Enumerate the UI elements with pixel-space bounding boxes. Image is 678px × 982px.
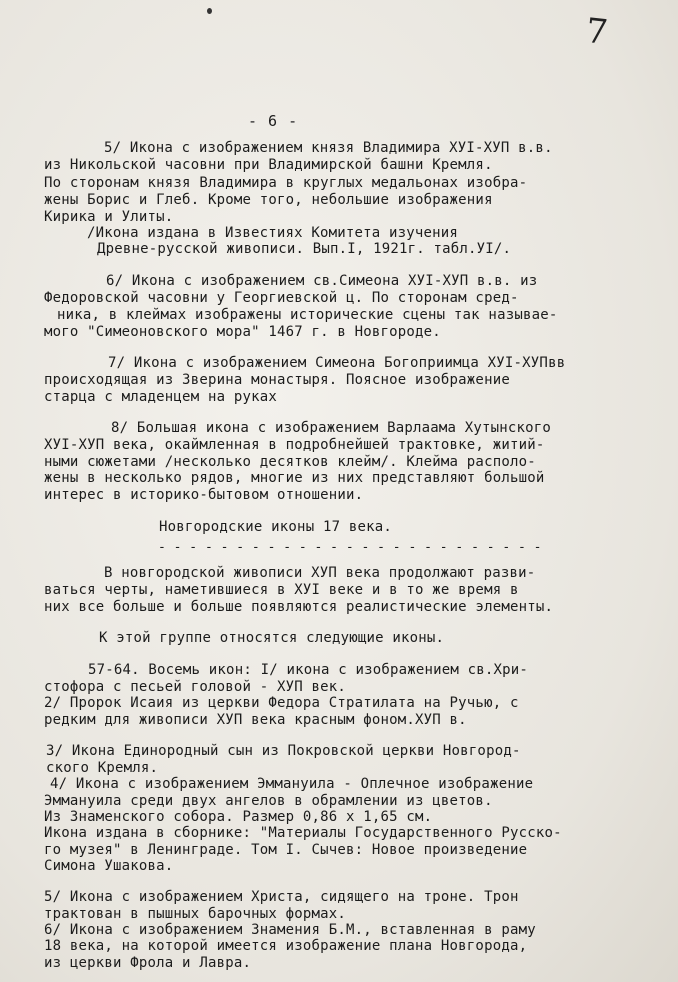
text-line: /Икона издана в Известиях Комитета изучения bbox=[87, 225, 459, 241]
handwritten-page-mark: 7 bbox=[583, 10, 610, 54]
page-number: - 6 - bbox=[248, 112, 299, 130]
text-line: редким для живописи ХУП века красным фоном.ХУП в. bbox=[44, 712, 467, 728]
text-line: 8/ Большая икона с изображением Варлаама Хутынского bbox=[111, 420, 552, 436]
text-line: Из Знаменского собора. Размер 0,86 х 1,65 см. bbox=[44, 809, 433, 825]
heading-underline: - - - - - - - - - - - - - - - - - - - - - - - - - bbox=[158, 540, 542, 555]
text-line: 5/ Икона с изображением князя Владимира ХУI-ХУП в.в. bbox=[104, 140, 553, 156]
text-line: Эммануила среди двух ангелов в обрамлении из цветов. bbox=[44, 793, 493, 809]
text-line: 7/ Икона с изображением Симеона Богоприимца ХУI-ХУПвв bbox=[108, 355, 566, 371]
text-line: ского Кремля. bbox=[46, 760, 159, 776]
text-line: 18 века, на которой имеется изображение плана Новгорода, bbox=[44, 938, 528, 954]
text-line: 5/ Икона с изображением Христа, сидящего на троне. Трон bbox=[44, 889, 519, 905]
text-line: старца с младенцем на руках bbox=[44, 389, 277, 405]
text-line: По сторонам князя Владимира в круглых медальонах изобра- bbox=[44, 175, 528, 191]
text-line: ваться черты, наметившиеся в ХУI веке и в то же время в bbox=[44, 582, 519, 598]
text-line: 6/ Икона с изображением Знамения Б.М., вставленная в раму bbox=[44, 922, 536, 938]
text-line: них все больше и больше появляются реалистические элементы. bbox=[44, 599, 554, 615]
text-line: ными сюжетами /несколько десятков клейм/. Клейма располо- bbox=[44, 454, 536, 470]
text-line: 57-64. Восемь икон: I/ икона с изображением св.Хри- bbox=[88, 662, 529, 678]
text-line: Древне-русской живописи. Вып.I, 1921г. табл.УI/. bbox=[97, 241, 512, 257]
text-line: 3/ Икона Единородный сын из Покровской церкви Новгород- bbox=[46, 743, 521, 759]
text-line: 4/ Икона с изображением Эммануила - Оплечное изображение bbox=[50, 776, 534, 792]
text-line: ника, в клеймах изображены исторические сцены так называе- bbox=[57, 307, 558, 323]
text-line: жены Борис и Глеб. Кроме того, небольшие изображения bbox=[44, 192, 493, 208]
text-line: мого "Симеоновского мора" 1467 г. в Новгороде. bbox=[44, 324, 441, 340]
text-line: из церкви Фрола и Лавра. bbox=[44, 955, 252, 971]
text-line: происходящая из Зверина монастыря. Поясное изображение bbox=[44, 372, 510, 388]
text-line: Симона Ушакова. bbox=[44, 858, 174, 874]
text-line: 2/ Пророк Исаия из церкви Федора Стратилата на Ручью, с bbox=[44, 695, 519, 711]
text-line: К этой группе относятся следующие иконы. bbox=[99, 630, 445, 646]
punch-hole bbox=[207, 8, 212, 14]
text-line: ХУI-ХУП века, окаймленная в подробнейшей трактовке, житий- bbox=[44, 437, 545, 453]
text-line: Икона издана в сборнике: "Материалы Государственного Русско- bbox=[44, 825, 562, 841]
text-line: Кирика и Улиты. bbox=[44, 209, 174, 225]
text-line: Федоровской часовни у Георгиевской ц. По сторонам сред- bbox=[44, 290, 519, 306]
text-line: трактован в пышных барочных формах. bbox=[44, 906, 347, 922]
text-line: из Никольской часовни при Владимирской башни Кремля. bbox=[44, 157, 493, 173]
text-line: В новгородской живописи ХУП века продолжают разви- bbox=[104, 565, 536, 581]
text-line: Новгородские иконы 17 века. bbox=[159, 519, 392, 535]
text-line: интерес в историко-бытовом отношении. bbox=[44, 487, 364, 503]
text-line: 6/ Икона с изображением св.Симеона ХУI-ХУП в.в. из bbox=[106, 273, 538, 289]
text-line: жены в несколько рядов, многие из них представляют большой bbox=[44, 470, 545, 486]
text-line: го музея" в Ленинграде. Том I. Сычев: Новое произведение bbox=[44, 842, 528, 858]
text-line: стофора с песьей головой - ХУП век. bbox=[44, 679, 347, 695]
